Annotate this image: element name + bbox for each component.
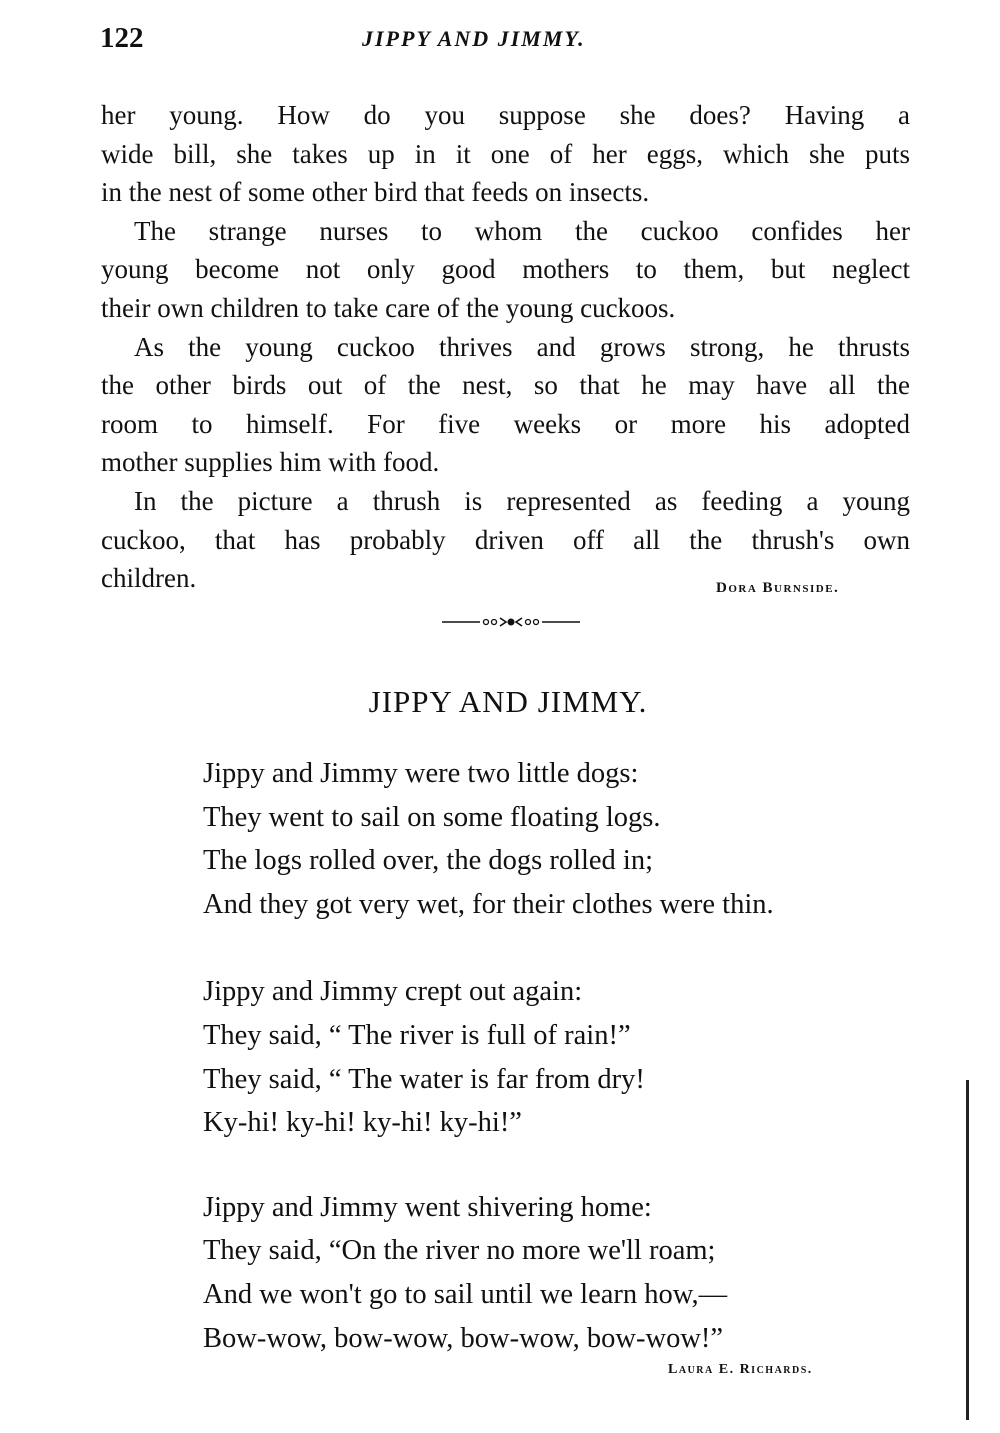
poem-line: They said, “ The water is far from dry! [203,1063,645,1095]
prose-line: cuckoo, that has probably driven off all the thrush's own [101,524,910,555]
prose-line: their own children to take care of the young cuckoos. [101,292,676,323]
prose-line: young become not only good mothers to them, but neglect [101,254,910,285]
prose-paragraph [101,96,910,598]
page-number: 122 [100,22,144,54]
prose-line: children. [101,563,197,594]
poem-line: And we won't go to sail until we learn how,— [203,1278,728,1310]
poem-title: JIPPY AND JIMMY. [368,684,648,719]
poem-line: The logs rolled over, the dogs rolled in; [203,845,654,877]
poem-author: Laura E. Richards. [668,1362,813,1377]
ornament-divider-icon [442,616,580,628]
poem-line: They said, “ The river is full of rain!” [203,1019,631,1051]
poem-line: Jippy and Jimmy crept out again: [203,976,583,1008]
prose-line: As the young cuckoo thrives and grows strong, he thrusts [134,331,910,362]
running-title: JIPPY AND JIMMY. [362,26,586,51]
poem-line: They went to sail on some floating logs. [203,801,661,833]
prose-line: the other birds out of the nest, so that he may have all the [101,370,910,401]
scan-edge-rule [966,1080,969,1420]
prose-line: In the picture a thrush is represented as feeding a young [134,485,910,516]
poem-line: Ky-hi! ky-hi! ky-hi! ky-hi!” [203,1107,522,1139]
poem-line: Jippy and Jimmy went shivering home: [203,1191,652,1223]
prose-line: room to himself. For five weeks or more his adopted [101,408,910,439]
poem-line: And they got very wet, for their clothes were thin. [203,888,774,920]
prose-line: The strange nurses to whom the cuckoo confides her [134,215,910,246]
poem-line: They said, “On the river no more we'll roam; [203,1235,716,1267]
prose-author: Dora Burnside. [716,580,840,596]
prose-line: in the nest of some other bird that feeds on insects. [101,177,650,208]
poem-line: Bow-wow, bow-wow, bow-wow, bow-wow!” [203,1322,724,1354]
poem-body [203,752,774,1360]
prose-line: wide bill, she takes up in it one of her eggs, which she puts [101,138,910,169]
prose-line: mother supplies him with food. [101,447,440,478]
prose-line: her young. How do you suppose she does? Having a [101,100,910,130]
poem-line: Jippy and Jimmy were two little dogs: [203,758,639,789]
